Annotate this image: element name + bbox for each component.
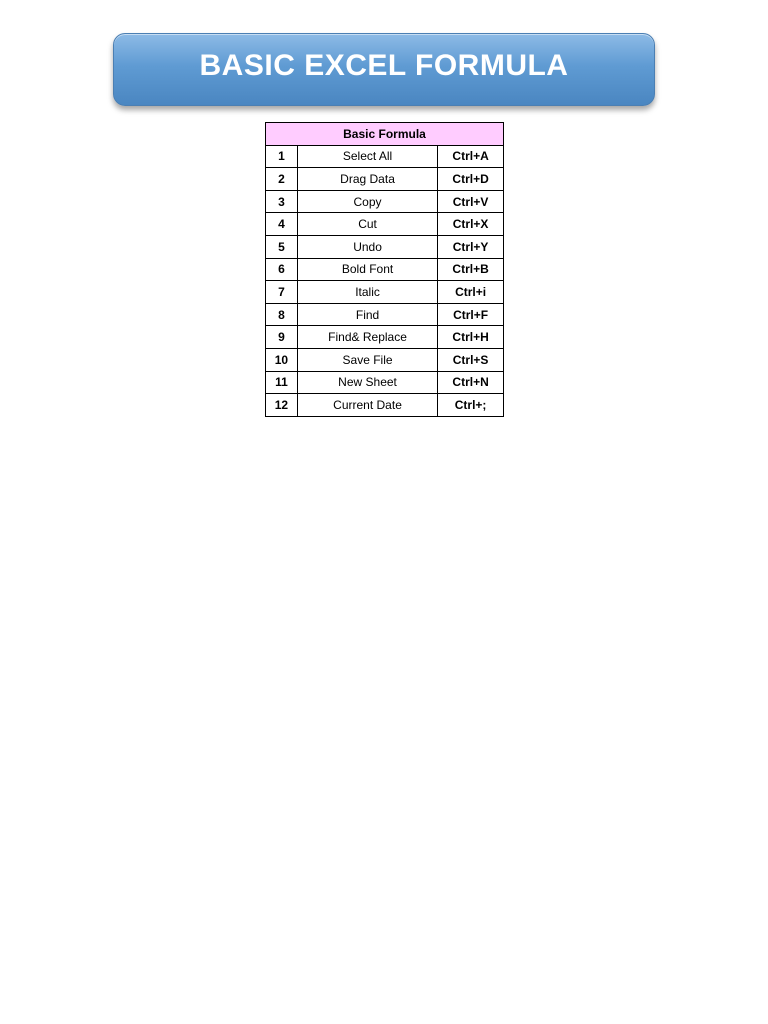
page-title: BASIC EXCEL FORMULA — [199, 48, 569, 82]
table-header-row — [266, 123, 504, 146]
table-row — [266, 303, 504, 326]
shortcut-key: Ctrl+i — [438, 281, 504, 304]
table-row — [266, 235, 504, 258]
row-number: 7 — [266, 281, 298, 304]
formula-name: Copy — [297, 190, 437, 213]
formula-name: Select All — [297, 145, 437, 168]
table-body — [266, 145, 504, 416]
formula-name: Italic — [297, 281, 437, 304]
shortcut-key: Ctrl+B — [438, 258, 504, 281]
shortcut-key: Ctrl+N — [438, 371, 504, 394]
formula-name: Bold Font — [297, 258, 437, 281]
formula-name: Current Date — [297, 394, 437, 417]
table-row — [266, 348, 504, 371]
row-number: 1 — [266, 145, 298, 168]
formula-name: Save File — [297, 348, 437, 371]
table-row — [266, 326, 504, 349]
shortcut-key: Ctrl+F — [438, 303, 504, 326]
row-number: 11 — [266, 371, 298, 394]
row-number: 5 — [266, 235, 298, 258]
row-number: 10 — [266, 348, 298, 371]
row-number: 3 — [266, 190, 298, 213]
row-number: 8 — [266, 303, 298, 326]
shortcut-key: Ctrl+S — [438, 348, 504, 371]
shortcut-key: Ctrl+; — [438, 394, 504, 417]
title-banner — [113, 33, 655, 106]
formula-name: New Sheet — [297, 371, 437, 394]
formula-name: Drag Data — [297, 168, 437, 191]
table-row — [266, 258, 504, 281]
shortcut-key: Ctrl+X — [438, 213, 504, 236]
formula-name: Cut — [297, 213, 437, 236]
row-number: 6 — [266, 258, 298, 281]
table-row — [266, 168, 504, 191]
table-row — [266, 394, 504, 417]
row-number: 2 — [266, 168, 298, 191]
table-header: Basic Formula — [266, 123, 504, 146]
table-row — [266, 281, 504, 304]
table-row — [266, 190, 504, 213]
formula-name: Find& Replace — [297, 326, 437, 349]
shortcut-key: Ctrl+Y — [438, 235, 504, 258]
formula-name: Undo — [297, 235, 437, 258]
shortcut-key: Ctrl+A — [438, 145, 504, 168]
formula-name: Find — [297, 303, 437, 326]
row-number: 4 — [266, 213, 298, 236]
row-number: 12 — [266, 394, 298, 417]
shortcut-key: Ctrl+D — [438, 168, 504, 191]
shortcut-key: Ctrl+H — [438, 326, 504, 349]
table-row — [266, 371, 504, 394]
shortcut-key: Ctrl+V — [438, 190, 504, 213]
table-row — [266, 213, 504, 236]
row-number: 9 — [266, 326, 298, 349]
table-row — [266, 145, 504, 168]
formula-table — [265, 122, 504, 417]
